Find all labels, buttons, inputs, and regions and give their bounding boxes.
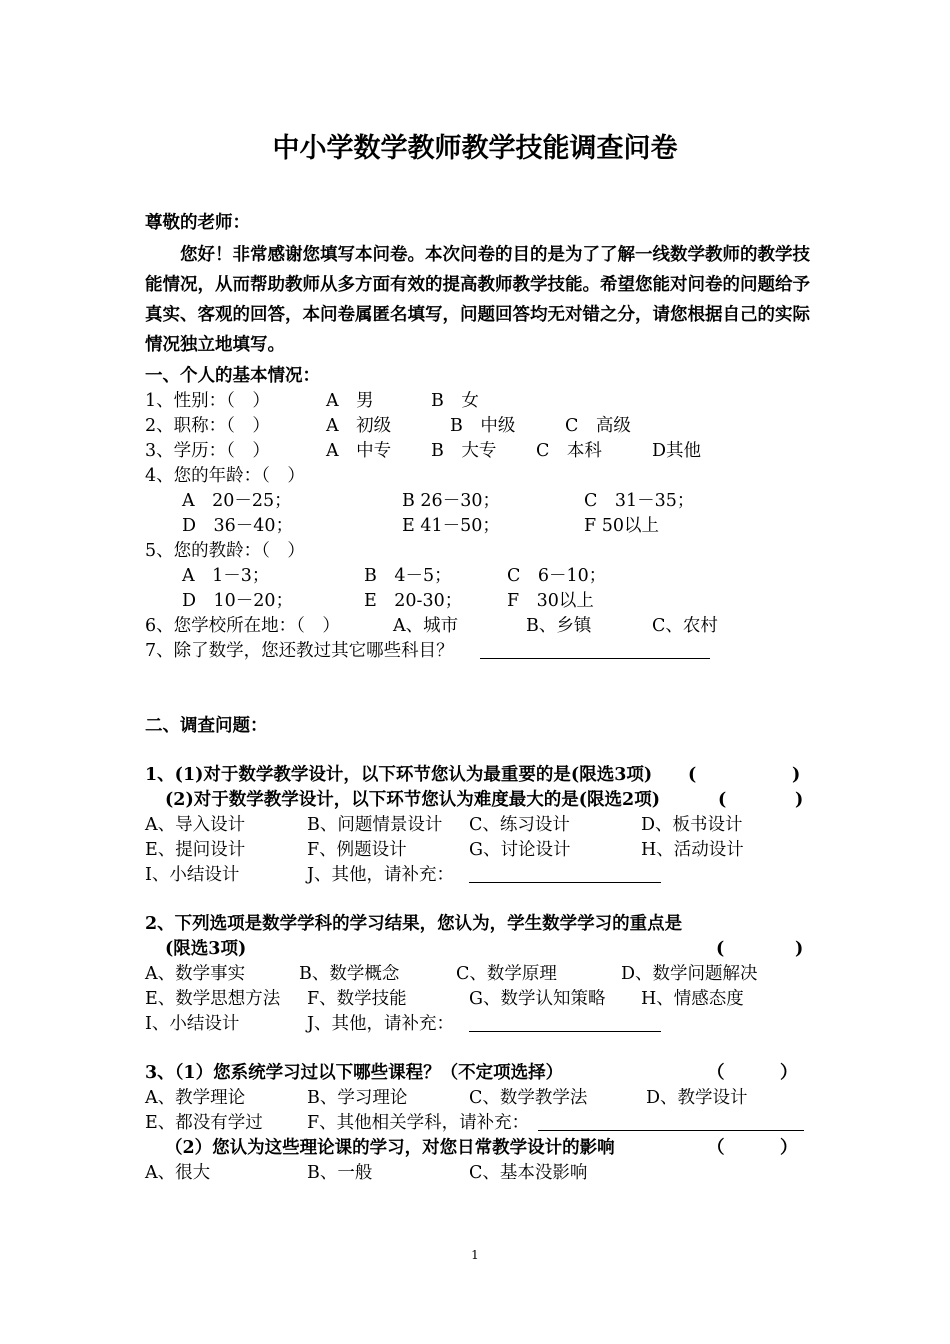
s1-q3-option: C 本科 xyxy=(536,441,602,461)
s1-q4-option: E 41－50； xyxy=(402,516,500,536)
s2-q1-option: G、讨论设计 xyxy=(469,840,571,860)
s1-q5-option: B 4－5； xyxy=(364,566,452,586)
s1-q4-stem: 4、您的年龄：（ ） xyxy=(145,466,305,486)
s2-q1-other-answer-line[interactable] xyxy=(469,882,661,883)
intro-paragraph: 您好！非常感谢您填写本问卷。本次问卷的目的是为了了解一线数学教师的教学技能情况，从而帮助教师从多方面有效的提高教师教学技能。希望您能对问卷的问题给予真实、客观的回答，本问卷属匿名填写，问题回答均无对错之分，请您根据自己的实际情况独立地填写。 xyxy=(145,245,810,355)
s2-q3-option: A、教学理论 xyxy=(145,1088,246,1108)
s1-q6-stem: 6、您学校所在地：（ ） xyxy=(145,616,340,636)
s2-q2-option: E、数学思想方法 xyxy=(145,989,281,1009)
s2-q1-option: E、提问设计 xyxy=(145,840,246,860)
section2-heading: 二、调查问题： xyxy=(145,716,268,736)
s1-q3-stem: 3、学历：（ ） xyxy=(145,441,270,461)
s1-q4-option: C 31－35； xyxy=(584,491,695,511)
answer-paren-open: ( xyxy=(716,939,725,959)
s2-q1-option: A、导入设计 xyxy=(145,815,246,835)
s1-q5-option: E 20-30； xyxy=(364,591,463,611)
s2-q3-part1: 3、（1）您系统学习过以下哪些课程？（不定项选择） xyxy=(145,1063,564,1083)
s1-q2-option: C 高级 xyxy=(565,416,631,436)
answer-paren-close: ） xyxy=(780,1138,798,1158)
s1-q2-stem: 2、职称：（ ） xyxy=(145,416,270,436)
answer-paren-open: （ xyxy=(707,1063,725,1083)
s2-q2-stem-line1: 2、下列选项是数学学科的学习结果，您认为，学生数学学习的重点是 xyxy=(145,914,683,934)
s2-q1-option: C、练习设计 xyxy=(469,815,570,835)
s2-q2-option: B、数学概念 xyxy=(299,964,400,984)
page-number: 1 xyxy=(471,1248,479,1262)
s2-q1-option: H、活动设计 xyxy=(641,840,744,860)
section1-heading: 一、个人的基本情况： xyxy=(145,366,320,386)
s2-q2-option: A、数学事实 xyxy=(145,964,246,984)
s1-q2-option: A 初级 xyxy=(326,416,392,436)
s2-q1-part1: 1、(1)对于数学教学设计，以下环节您认为最重要的是(限选3项) xyxy=(145,765,653,785)
s2-q3-option: C、基本没影响 xyxy=(469,1163,588,1183)
s2-q3-option: E、都没有学过 xyxy=(145,1113,263,1133)
s1-q1-option: A 男 xyxy=(326,391,374,411)
s1-q6-option: B、乡镇 xyxy=(526,616,592,636)
answer-paren-open: （ xyxy=(707,1138,725,1158)
s1-q6-option: C、农村 xyxy=(652,616,718,636)
s1-q4-option: F 50以上 xyxy=(584,516,659,536)
s2-q2-option: H、情感态度 xyxy=(641,989,744,1009)
answer-paren-open: ( xyxy=(718,790,727,810)
s2-q2-option: F、数学技能 xyxy=(307,989,407,1009)
s2-q1-option: B、问题情景设计 xyxy=(307,815,443,835)
s1-q4-option: D 36－40； xyxy=(182,516,294,536)
answer-paren-close: ) xyxy=(795,939,804,959)
s2-q1-part2: (2)对于数学教学设计，以下环节您认为难度最大的是(限选2项) xyxy=(165,790,660,810)
s2-q2-other-answer-line[interactable] xyxy=(469,1031,661,1032)
s1-q7-answer-line[interactable] xyxy=(480,658,710,659)
s1-q3-option: A 中专 xyxy=(326,441,392,461)
s1-q3-option: D其他 xyxy=(652,441,702,461)
s2-q2-option: I、小结设计 xyxy=(145,1014,240,1034)
s1-q1-option: B 女 xyxy=(431,391,479,411)
s1-q3-option: B 大专 xyxy=(431,441,497,461)
s1-q2-option: B 中级 xyxy=(450,416,516,436)
s2-q2-option: D、数学问题解决 xyxy=(621,964,758,984)
s1-q5-option: C 6－10； xyxy=(507,566,607,586)
s2-q2-option: J、其他，请补充： xyxy=(307,1014,455,1034)
s1-q7-stem: 7、除了数学，您还教过其它哪些科目？ xyxy=(145,641,454,661)
s2-q2-option: C、数学原理 xyxy=(456,964,557,984)
answer-paren-close: ) xyxy=(792,765,801,785)
s2-q3-option: F、其他相关学科，请补充： xyxy=(307,1113,530,1133)
s1-q4-option: B 26－30； xyxy=(402,491,500,511)
answer-paren-open: ( xyxy=(688,765,697,785)
s2-q1-option: J、其他，请补充： xyxy=(307,865,455,885)
s2-q1-option: D、板书设计 xyxy=(641,815,743,835)
s2-q3-option: B、学习理论 xyxy=(307,1088,408,1108)
s2-q3-part2: （2）您认为这些理论课的学习，对您日常教学设计的影响 xyxy=(165,1138,615,1158)
s1-q4-option: A 20－25； xyxy=(182,491,292,511)
answer-paren-close: ） xyxy=(780,1063,798,1083)
s2-q2-option: G、数学认知策略 xyxy=(469,989,606,1009)
s1-q5-option: A 1－3； xyxy=(182,566,270,586)
s2-q3-option: A、很大 xyxy=(145,1163,211,1183)
greeting: 尊敬的老师： xyxy=(145,213,250,233)
answer-paren-close: ) xyxy=(795,790,804,810)
s2-q3-option: C、数学教学法 xyxy=(469,1088,588,1108)
s1-q6-option: A、城市 xyxy=(393,616,459,636)
s1-q5-option: F 30以上 xyxy=(507,591,594,611)
s2-q1-option: F、例题设计 xyxy=(307,840,407,860)
s1-q5-option: D 10－20； xyxy=(182,591,294,611)
s1-q5-stem: 5、您的教龄：（ ） xyxy=(145,541,305,561)
s2-q3-option: D、教学设计 xyxy=(646,1088,748,1108)
s2-q2-stem-line2: (限选3项) xyxy=(165,939,247,959)
s2-q3-other-answer-line[interactable] xyxy=(538,1130,804,1131)
document-title: 中小学数学教师教学技能调查问卷 xyxy=(272,133,678,164)
s1-q1-stem: 1、性别：（ ） xyxy=(145,391,270,411)
s2-q3-option: B、一般 xyxy=(307,1163,373,1183)
s2-q1-option: I、小结设计 xyxy=(145,865,240,885)
